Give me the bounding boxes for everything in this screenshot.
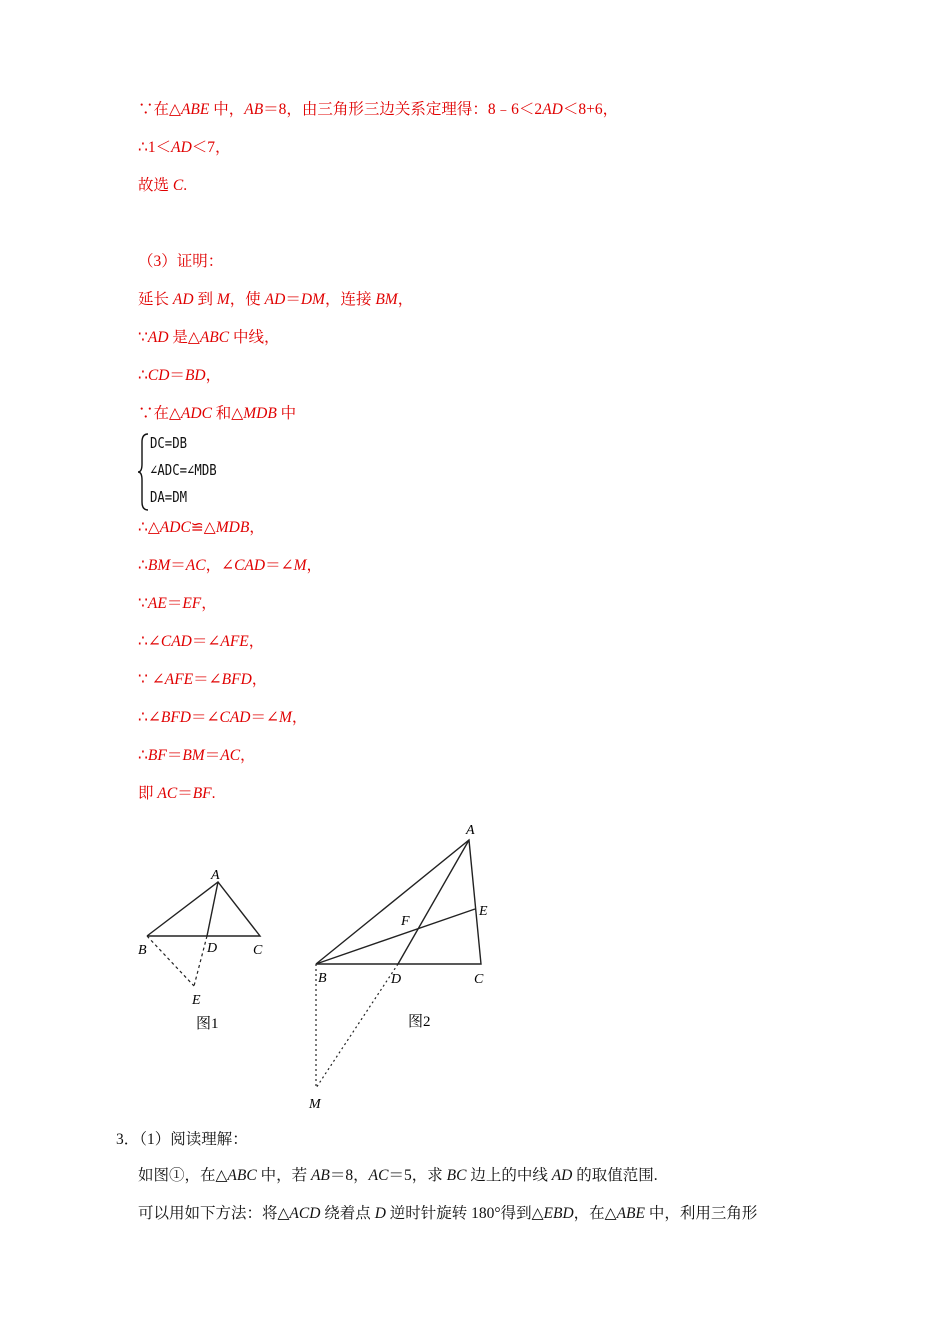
segment-be-fig2 — [316, 909, 475, 964]
fig1-label-a: A — [211, 868, 220, 883]
figure-2 — [308, 823, 488, 1112]
fig1-caption: 图1 — [196, 1016, 219, 1032]
fig1-label-c: C — [253, 943, 263, 958]
problem-3-line-3: 可以用如下方法：将△ACD 绕着点 D 逆时针旋转 180°得到△EBD，在△ABE 中，利用三角形 — [138, 1205, 758, 1222]
solution-line-7: ∴CD＝BD， — [138, 367, 222, 384]
solution-line-3: 故选 C. — [138, 177, 188, 194]
solution-line-5: 延长 AD 到 M，使 AD＝DM，连接 BM， — [138, 291, 414, 308]
solution-line-6: ∵AD 是△ABC 中线， — [138, 329, 280, 346]
triangle-abc-fig1 — [147, 882, 260, 936]
problem-number: 3． — [116, 1131, 140, 1148]
median-ad-fig1 — [207, 882, 218, 936]
fig2-label-a: A — [466, 823, 475, 838]
triangle-abc-fig2 — [316, 840, 481, 964]
dashed-de-fig1 — [194, 936, 207, 986]
fig1-label-e: E — [192, 993, 201, 1008]
system-eq-2: ∠ADC=∠MDB — [150, 461, 217, 479]
median-ad-fig2 — [398, 840, 469, 964]
solution-line-1: ∵在△ABE 中，AB＝8，由三角形三边关系定理得：8﹣6＜2AD＜8+6， — [138, 101, 619, 118]
problem-3-heading: 3．（1）阅读理解： — [116, 1131, 248, 1148]
fig2-label-d: D — [391, 972, 402, 987]
fig2-caption: 图2 — [408, 1014, 431, 1030]
solution-line-11: ∵AE＝EF， — [138, 595, 217, 612]
solution-line-16: 即 AC＝BF. — [138, 785, 216, 802]
fig2-label-b: B — [318, 971, 327, 986]
solution-line-12: ∴∠CAD＝∠AFE， — [138, 633, 265, 650]
solution-line-9: ∴△ADC≌△MDB， — [138, 519, 265, 536]
fig2-label-m: M — [309, 1097, 321, 1112]
fig2-label-f: F — [401, 914, 410, 929]
fig1-label-b: B — [138, 943, 147, 958]
fig1-label-d: D — [207, 941, 218, 956]
solution-line-8: ∵在△ADC 和△MDB 中 — [138, 405, 297, 422]
solution-line-10: ∴BM＝AC，∠CAD＝∠M， — [138, 557, 323, 574]
fig2-label-c: C — [474, 972, 484, 987]
dotted-dm-fig2 — [316, 964, 398, 1088]
problem-3-line-2: 如图①，在△ABC 中，若 AB＝8，AC＝5，求 BC 边上的中线 AD 的取值范围. — [138, 1167, 658, 1184]
system-eq-3: DA=DM — [150, 488, 188, 506]
solution-line-14: ∴∠BFD＝∠CAD＝∠M， — [138, 709, 308, 726]
dashed-be-fig1 — [147, 936, 194, 986]
solution-line-15: ∴BF＝BM＝AC， — [138, 747, 256, 764]
part-3-heading: （3）证明： — [138, 253, 224, 270]
solution-line-13: ∵ ∠AFE＝∠BFD， — [138, 671, 268, 688]
figure-1 — [138, 868, 263, 1032]
because-symbol: ∵ — [138, 101, 154, 118]
fig2-label-e: E — [479, 904, 488, 919]
system-eq-1: DC=DB — [150, 434, 188, 452]
solution-line-2: ∴1＜AD＜7， — [138, 139, 231, 156]
